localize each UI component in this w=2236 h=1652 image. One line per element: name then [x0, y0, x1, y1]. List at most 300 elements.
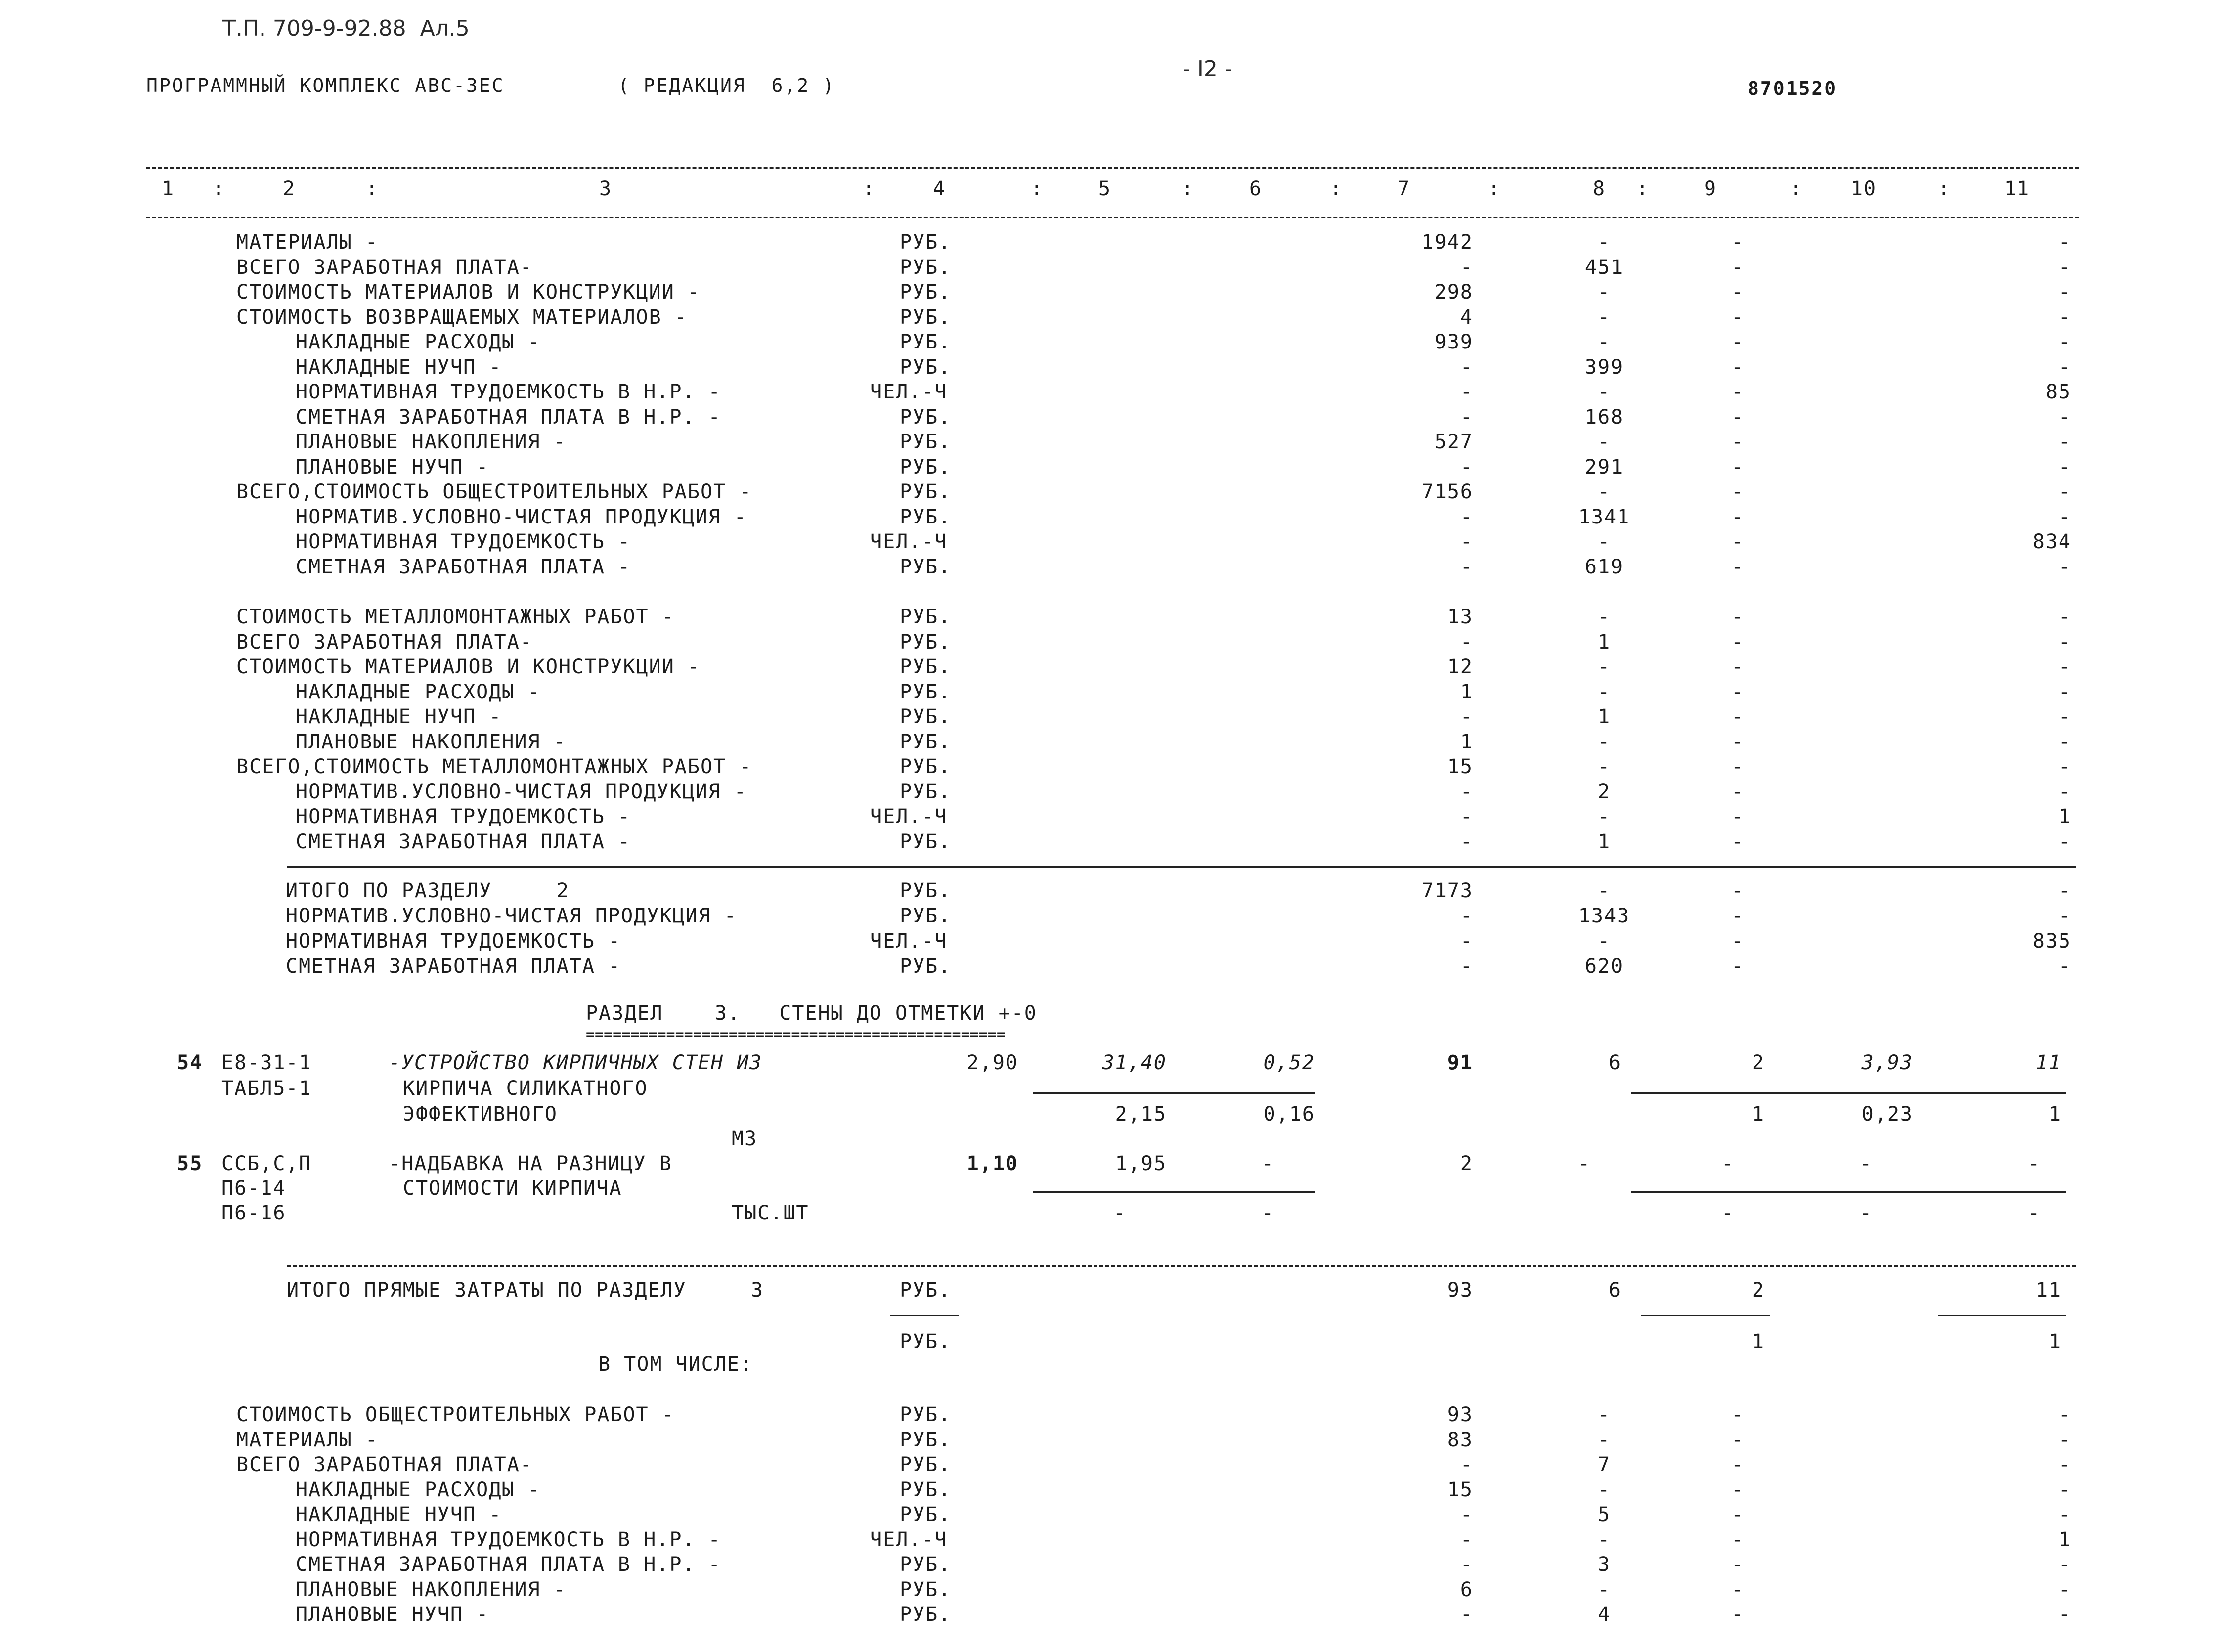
labor-value: - — [2058, 505, 2071, 528]
totals-cost: 93 — [1447, 1279, 1473, 1302]
row-label: СТОИМОСТЬ ВОЗВРАЩАЕМЫХ МАТЕРИАЛОВ - — [236, 305, 688, 329]
wage-value: 1 — [1597, 830, 1611, 853]
row-unit: РУБ. — [900, 331, 952, 353]
row-label: СМЕТНАЯ ЗАРАБОТНАЯ ПЛАТА - — [296, 830, 631, 853]
cost-value: - — [1460, 405, 1473, 429]
machines-value: - — [1731, 381, 1745, 403]
row-unit: РУБ. — [900, 505, 952, 528]
column-divider: : — [1938, 177, 1951, 200]
row-unit: РУБ. — [900, 1403, 952, 1426]
row-label: НОРМАТИВНАЯ ТРУДОЕМКОСТЬ - — [286, 930, 621, 953]
wage-value: 1341 — [1578, 505, 1630, 528]
cost-value: - — [1460, 1528, 1473, 1551]
row-label: НОРМАТИВНАЯ ТРУДОЕМКОСТЬ - — [296, 805, 631, 828]
row-unit: ЧЕЛ.-Ч — [870, 930, 948, 953]
totals-subline — [890, 1315, 959, 1316]
machines-value: - — [1731, 1428, 1745, 1451]
totals-unit-2: РУБ. — [900, 1330, 952, 1353]
machines-value: - — [1731, 305, 1745, 329]
machines-value: - — [1731, 1528, 1745, 1551]
cost-value: 12 — [1447, 655, 1473, 678]
item-number: 54 — [177, 1051, 203, 1074]
column-divider: : — [863, 177, 876, 200]
item-total-wage: 6 — [1608, 1051, 1622, 1074]
wage-value: 1 — [1597, 705, 1611, 728]
labor-value: - — [2058, 1428, 2071, 1451]
row-unit: РУБ. — [900, 1553, 952, 1576]
row-label: НАКЛАДНЫЕ РАСХОДЫ - — [296, 331, 541, 353]
row-label: СТОИМОСТЬ ОБЩЕСТРОИТЕЛЬНЫХ РАБОТ - — [236, 1403, 675, 1426]
wage-value: - — [1597, 1403, 1611, 1426]
machines-value: - — [1731, 606, 1745, 628]
machines-value: - — [1731, 1478, 1745, 1501]
cost-value: 6 — [1460, 1578, 1473, 1601]
machines-value: - — [1731, 505, 1745, 528]
labor-value: - — [2058, 431, 2071, 453]
cost-value: - — [1460, 505, 1473, 528]
machines-value: - — [1731, 530, 1745, 553]
row-label: СМЕТНАЯ ЗАРАБОТНАЯ ПЛАТА - — [286, 955, 621, 978]
wage-value: - — [1597, 331, 1611, 353]
item-unit-cost-machines: 2,15 — [1115, 1103, 1167, 1126]
cost-value: 1 — [1460, 680, 1473, 703]
labor-value: 834 — [2032, 530, 2071, 553]
labor-value: - — [2058, 630, 2071, 653]
labor-value: - — [2058, 755, 2071, 778]
machines-value: - — [1731, 431, 1745, 453]
column-header-rule — [146, 217, 2079, 218]
machines-value: - — [1731, 256, 1745, 279]
labor-value: - — [2058, 830, 2071, 853]
row-label: СМЕТНАЯ ЗАРАБОТНАЯ ПЛАТА - — [296, 555, 631, 578]
wage-value: 168 — [1584, 405, 1624, 429]
row-unit: РУБ. — [900, 1478, 952, 1501]
column-header-7: 7 — [1397, 177, 1411, 200]
item-unit-wage: 0,52 — [1263, 1051, 1315, 1074]
item-unit-wage: - — [1261, 1152, 1275, 1175]
cost-value: 527 — [1434, 431, 1473, 453]
program-name: ПРОГРАММНЫЙ КОМПЛЕКС АВС-ЗЕС — [146, 75, 505, 96]
labor-value: - — [2058, 355, 2071, 379]
row-label: МАТЕРИАЛЫ - — [236, 231, 378, 254]
item-machines-wage: 1 — [1752, 1103, 1765, 1126]
row-unit: РУБ. — [900, 730, 952, 753]
cost-value: 939 — [1434, 331, 1473, 353]
labor-value: - — [2058, 480, 2071, 503]
row-unit: РУБ. — [900, 305, 952, 329]
machines-value: - — [1731, 780, 1745, 803]
wage-value: 5 — [1597, 1503, 1611, 1526]
totals-machines: 2 — [1752, 1279, 1765, 1302]
row-label: НОРМАТИВ.УСЛОВНО-ЧИСТАЯ ПРОДУКЦИЯ - — [286, 905, 737, 927]
table-top-rule — [146, 167, 2079, 169]
wage-value: 1 — [1597, 630, 1611, 653]
machines-value: - — [1731, 805, 1745, 828]
cost-value: - — [1460, 830, 1473, 853]
item-unit: М3 — [732, 1128, 758, 1150]
row-label: ВСЕГО,СТОИМОСТЬ МЕТАЛЛОМОНТАЖНЫХ РАБОТ - — [236, 755, 752, 778]
wage-value: 399 — [1584, 355, 1624, 379]
wage-value: - — [1597, 1428, 1611, 1451]
labor-value: - — [2058, 1553, 2071, 1576]
column-header-1: 1 — [161, 177, 175, 200]
document-reference: Т.П. 709-9-92.88 Ал.5 — [222, 16, 470, 41]
row-unit: РУБ. — [900, 555, 952, 578]
item-machines: - — [1721, 1152, 1735, 1175]
machines-value: - — [1731, 1603, 1745, 1626]
wage-value: 4 — [1597, 1603, 1611, 1626]
labor-value: 835 — [2032, 930, 2071, 953]
item-unit-wage-machines: 0,16 — [1263, 1103, 1315, 1126]
cost-value: - — [1460, 705, 1473, 728]
item-labor-unit-machines: 0,23 — [1861, 1103, 1913, 1126]
wage-value: - — [1597, 606, 1611, 628]
machines-value: - — [1731, 281, 1745, 304]
labor-value: - — [2058, 879, 2071, 902]
wage-value: 2 — [1597, 780, 1611, 803]
row-label: НОРМАТИВ.УСЛОВНО-ЧИСТАЯ ПРОДУКЦИЯ - — [296, 505, 747, 528]
cost-value: - — [1460, 256, 1473, 279]
cost-value: - — [1460, 1453, 1473, 1476]
labor-value: - — [2058, 1403, 2071, 1426]
labor-value: - — [2058, 730, 2071, 753]
labor-value: - — [2058, 780, 2071, 803]
column-header-8: 8 — [1592, 177, 1606, 200]
labor-value: 1 — [2058, 805, 2071, 828]
column-divider: : — [1031, 177, 1044, 200]
row-label: НОРМАТИВ.УСЛОВНО-ЧИСТАЯ ПРОДУКЦИЯ - — [296, 780, 747, 803]
item-unit-cost: 1,95 — [1115, 1152, 1167, 1175]
cost-value: - — [1460, 930, 1473, 953]
column-divider: : — [1330, 177, 1343, 200]
row-unit: РУБ. — [900, 355, 952, 379]
labor-value: - — [2058, 705, 2071, 728]
item-unit: ТЫС.ШТ — [732, 1202, 809, 1224]
row-label: ПЛАНОВЫЕ НУЧП - — [296, 455, 489, 478]
row-label: НАКЛАДНЫЕ НУЧП - — [296, 1503, 502, 1526]
wage-value: 1343 — [1578, 905, 1630, 927]
cost-value: - — [1460, 530, 1473, 553]
machines-value: - — [1731, 1578, 1745, 1601]
labor-value: - — [2058, 405, 2071, 429]
wage-value: - — [1597, 381, 1611, 403]
cost-value: 7173 — [1421, 879, 1473, 902]
machines-value: - — [1731, 680, 1745, 703]
item-description: -УСТРОЙСТВО КИРПИЧНЫХ СТЕН ИЗ — [389, 1051, 763, 1074]
item-labor-total: - — [2027, 1152, 2041, 1175]
row-unit: РУБ. — [900, 1428, 952, 1451]
row-label: НОРМАТИВНАЯ ТРУДОЕМКОСТЬ В Н.Р. - — [296, 381, 721, 403]
labor-value: - — [2058, 1603, 2071, 1626]
row-unit: РУБ. — [900, 405, 952, 429]
labor-value: - — [2058, 331, 2071, 353]
item-machines: 2 — [1752, 1051, 1765, 1074]
item-description-2: КИРПИЧА СИЛИКАТНОГО — [403, 1077, 648, 1100]
row-label: НАКЛАДНЫЕ НУЧП - — [296, 705, 502, 728]
row-label: НОРМАТИВНАЯ ТРУДОЕМКОСТЬ - — [296, 530, 631, 553]
row-label: МАТЕРИАЛЫ - — [236, 1428, 378, 1451]
machines-value: - — [1731, 1553, 1745, 1576]
cost-value: 298 — [1434, 281, 1473, 304]
totals-wage: 6 — [1608, 1279, 1622, 1302]
item-code-3: П6-16 — [221, 1202, 286, 1224]
row-label: ИТОГО ПО РАЗДЕЛУ 2 — [286, 879, 570, 902]
item-unit-cost: 31,40 — [1102, 1051, 1167, 1074]
wage-value: - — [1597, 755, 1611, 778]
cost-value: - — [1460, 455, 1473, 478]
item-subline-right — [1631, 1092, 2066, 1094]
cost-value: - — [1460, 355, 1473, 379]
row-unit: РУБ. — [900, 231, 952, 254]
wage-value: - — [1597, 431, 1611, 453]
machines-value: - — [1731, 455, 1745, 478]
wage-value: 3 — [1597, 1553, 1611, 1576]
column-header-10: 10 — [1850, 177, 1877, 200]
labor-value: 1 — [2058, 1528, 2071, 1551]
section-title: РАЗДЕЛ 3. СТЕНЫ ДО ОТМЕТКИ +-0 — [586, 1002, 1037, 1025]
totals-label: ИТОГО ПРЯМЫЕ ЗАТРАТЫ ПО РАЗДЕЛУ 3 — [287, 1279, 764, 1302]
item-subline-right — [1631, 1191, 2066, 1193]
wage-value: 620 — [1584, 955, 1624, 978]
section-title-underline: =============================================== — [586, 1026, 1006, 1043]
item-total-cost: 2 — [1460, 1152, 1473, 1175]
machines-value: - — [1731, 879, 1745, 902]
machines-value: - — [1731, 905, 1745, 927]
cost-value: - — [1460, 1553, 1473, 1576]
wage-value: - — [1597, 680, 1611, 703]
row-unit: РУБ. — [900, 879, 952, 902]
machines-value: - — [1731, 955, 1745, 978]
machines-value: - — [1731, 1503, 1745, 1526]
item-description-3: ЭФФЕКТИВНОГО — [403, 1103, 558, 1126]
labor-value: - — [2058, 905, 2071, 927]
item-labor-unit: - — [1859, 1152, 1873, 1175]
item-unit-wage-machines: - — [1261, 1202, 1275, 1224]
totals-separator — [287, 1265, 2076, 1267]
machines-value: - — [1731, 555, 1745, 578]
wage-value: - — [1597, 530, 1611, 553]
item-description-2: СТОИМОСТИ КИРПИЧА — [403, 1177, 622, 1200]
row-label: НАКЛАДНЫЕ НУЧП - — [296, 355, 502, 379]
cost-value: - — [1460, 555, 1473, 578]
row-unit: РУБ. — [900, 705, 952, 728]
machines-value: - — [1731, 331, 1745, 353]
machines-value: - — [1731, 730, 1745, 753]
row-unit: ЧЕЛ.-Ч — [870, 381, 948, 403]
row-label: СТОИМОСТЬ МАТЕРИАЛОВ И КОНСТРУКЦИИ - — [236, 281, 701, 304]
cost-value: 7156 — [1421, 480, 1473, 503]
item-total-cost: 91 — [1447, 1051, 1473, 1074]
cost-value: 13 — [1447, 606, 1473, 628]
wage-value: - — [1597, 305, 1611, 329]
row-unit: РУБ. — [900, 1578, 952, 1601]
column-divider: : — [1488, 177, 1501, 200]
row-label: ПЛАНОВЫЕ НАКОПЛЕНИЯ - — [296, 730, 567, 753]
item-quantity: 1,10 — [966, 1152, 1018, 1175]
wage-value: - — [1597, 1528, 1611, 1551]
document-code: 8701520 — [1748, 78, 1838, 99]
row-unit: РУБ. — [900, 630, 952, 653]
wage-value: 291 — [1584, 455, 1624, 478]
column-header-4: 4 — [932, 177, 946, 200]
labor-value: - — [2058, 680, 2071, 703]
row-unit: РУБ. — [900, 780, 952, 803]
labor-value: - — [2058, 305, 2071, 329]
labor-value: - — [2058, 1503, 2071, 1526]
wage-value: - — [1597, 805, 1611, 828]
wage-value: 7 — [1597, 1453, 1611, 1476]
item-labor-total: 11 — [2035, 1051, 2061, 1074]
item-total-wage: - — [1578, 1152, 1591, 1175]
column-header-6: 6 — [1249, 177, 1263, 200]
row-unit: ЧЕЛ.-Ч — [870, 1528, 948, 1551]
item-quantity: 2,90 — [966, 1051, 1018, 1074]
wage-value: 451 — [1584, 256, 1624, 279]
column-divider: : — [1636, 177, 1650, 200]
row-label: ВСЕГО ЗАРАБОТНАЯ ПЛАТА- — [236, 1453, 533, 1476]
column-header-2: 2 — [282, 177, 296, 200]
cost-value: - — [1460, 780, 1473, 803]
row-unit: РУБ. — [900, 755, 952, 778]
cost-value: 15 — [1447, 1478, 1473, 1501]
wage-value: - — [1597, 655, 1611, 678]
row-label: НАКЛАДНЫЕ РАСХОДЫ - — [296, 680, 541, 703]
column-header-11: 11 — [2004, 177, 2030, 200]
column-header-9: 9 — [1704, 177, 1717, 200]
machines-value: - — [1731, 930, 1745, 953]
including-label: В ТОМ ЧИСЛЕ: — [598, 1353, 753, 1376]
wage-value: - — [1597, 730, 1611, 753]
wage-value: - — [1597, 1578, 1611, 1601]
item-subline — [1033, 1191, 1315, 1193]
machines-value: - — [1731, 480, 1745, 503]
machines-value: - — [1731, 405, 1745, 429]
item-code-2: П6-14 — [221, 1177, 286, 1200]
machines-value: - — [1731, 755, 1745, 778]
row-label: СМЕТНАЯ ЗАРАБОТНАЯ ПЛАТА В Н.Р. - — [296, 405, 721, 429]
row-unit: РУБ. — [900, 680, 952, 703]
labor-value: - — [2058, 955, 2071, 978]
row-unit: РУБ. — [900, 281, 952, 304]
cost-value: - — [1460, 1603, 1473, 1626]
row-label: СТОИМОСТЬ МАТЕРИАЛОВ И КОНСТРУКЦИИ - — [236, 655, 701, 678]
item-unit-cost-machines: - — [1113, 1202, 1127, 1224]
row-unit: РУБ. — [900, 655, 952, 678]
machines-value: - — [1731, 830, 1745, 853]
wage-value: - — [1597, 281, 1611, 304]
totals-subline-mid — [1641, 1315, 1770, 1316]
row-label: НОРМАТИВНАЯ ТРУДОЕМКОСТЬ В Н.Р. - — [296, 1528, 721, 1551]
cost-value: 1942 — [1421, 231, 1473, 254]
item-subline — [1033, 1092, 1315, 1094]
cost-value: - — [1460, 630, 1473, 653]
totals-labor: 11 — [2035, 1279, 2061, 1302]
row-unit: РУБ. — [900, 1603, 952, 1626]
item-labor-unit-machines: - — [1859, 1202, 1873, 1224]
row-unit: РУБ. — [900, 480, 952, 503]
row-label: ПЛАНОВЫЕ НУЧП - — [296, 1603, 489, 1626]
wage-value: - — [1597, 231, 1611, 254]
column-header-3: 3 — [599, 177, 613, 200]
column-divider: : — [213, 177, 226, 200]
totals-subline-right — [1938, 1315, 2066, 1316]
labor-value: - — [2058, 231, 2071, 254]
row-label: ПЛАНОВЫЕ НАКОПЛЕНИЯ - — [296, 431, 567, 453]
column-header-5: 5 — [1098, 177, 1112, 200]
row-label: СТОИМОСТЬ МЕТАЛЛОМОНТАЖНЫХ РАБОТ - — [236, 606, 675, 628]
wage-value: 619 — [1584, 555, 1624, 578]
column-divider: : — [1182, 177, 1195, 200]
row-label: ВСЕГО ЗАРАБОТНАЯ ПЛАТА- — [236, 256, 533, 279]
subtotal-separator — [287, 866, 2076, 868]
machines-value: - — [1731, 705, 1745, 728]
item-code: Е8-31-1 — [221, 1051, 312, 1074]
labor-value: - — [2058, 1578, 2071, 1601]
row-unit: РУБ. — [900, 256, 952, 279]
row-unit: РУБ. — [900, 905, 952, 927]
item-description: -НАДБАВКА НА РАЗНИЦУ В — [389, 1152, 672, 1175]
page-number: - I2 - — [1183, 56, 1232, 82]
cost-value: - — [1460, 1503, 1473, 1526]
item-code: ССБ,С,П — [221, 1152, 312, 1175]
row-unit: РУБ. — [900, 830, 952, 853]
cost-value: 4 — [1460, 305, 1473, 329]
row-unit: РУБ. — [900, 955, 952, 978]
wage-value: - — [1597, 879, 1611, 902]
row-unit: РУБ. — [900, 606, 952, 628]
machines-value: - — [1731, 1403, 1745, 1426]
totals-labor-2: 1 — [2048, 1330, 2061, 1353]
cost-value: - — [1460, 381, 1473, 403]
totals-machines-wage: 1 — [1752, 1330, 1765, 1353]
row-unit: РУБ. — [900, 1503, 952, 1526]
machines-value: - — [1731, 655, 1745, 678]
labor-value: 85 — [2045, 381, 2071, 403]
row-unit: РУБ. — [900, 1453, 952, 1476]
column-divider: : — [366, 177, 379, 200]
labor-value: - — [2058, 555, 2071, 578]
wage-value: - — [1597, 1478, 1611, 1501]
machines-value: - — [1731, 231, 1745, 254]
cost-value: - — [1460, 955, 1473, 978]
row-label: НАКЛАДНЫЕ РАСХОДЫ - — [296, 1478, 541, 1501]
program-edition: ( РЕДАКЦИЯ 6,2 ) — [618, 75, 835, 96]
labor-value: - — [2058, 256, 2071, 279]
labor-value: - — [2058, 281, 2071, 304]
cost-value: - — [1460, 905, 1473, 927]
item-labor-unit: 3,93 — [1861, 1051, 1913, 1074]
item-labor-total-machines: - — [2027, 1202, 2041, 1224]
row-label: СМЕТНАЯ ЗАРАБОТНАЯ ПЛАТА В Н.Р. - — [296, 1553, 721, 1576]
column-divider: : — [1790, 177, 1803, 200]
cost-value: 93 — [1447, 1403, 1473, 1426]
cost-value: 15 — [1447, 755, 1473, 778]
totals-unit: РУБ. — [900, 1279, 952, 1302]
labor-value: - — [2058, 1478, 2071, 1501]
labor-value: - — [2058, 1453, 2071, 1476]
row-unit: РУБ. — [900, 431, 952, 453]
machines-value: - — [1731, 355, 1745, 379]
wage-value: - — [1597, 930, 1611, 953]
machines-value: - — [1731, 1453, 1745, 1476]
row-label: ВСЕГО ЗАРАБОТНАЯ ПЛАТА- — [236, 630, 533, 653]
item-code-table: ТАБЛ5-1 — [221, 1077, 312, 1100]
machines-value: - — [1731, 630, 1745, 653]
row-unit: ЧЕЛ.-Ч — [870, 805, 948, 828]
row-label: ПЛАНОВЫЕ НАКОПЛЕНИЯ - — [296, 1578, 567, 1601]
cost-value: 1 — [1460, 730, 1473, 753]
row-label: ВСЕГО,СТОИМОСТЬ ОБЩЕСТРОИТЕЛЬНЫХ РАБОТ - — [236, 480, 752, 503]
